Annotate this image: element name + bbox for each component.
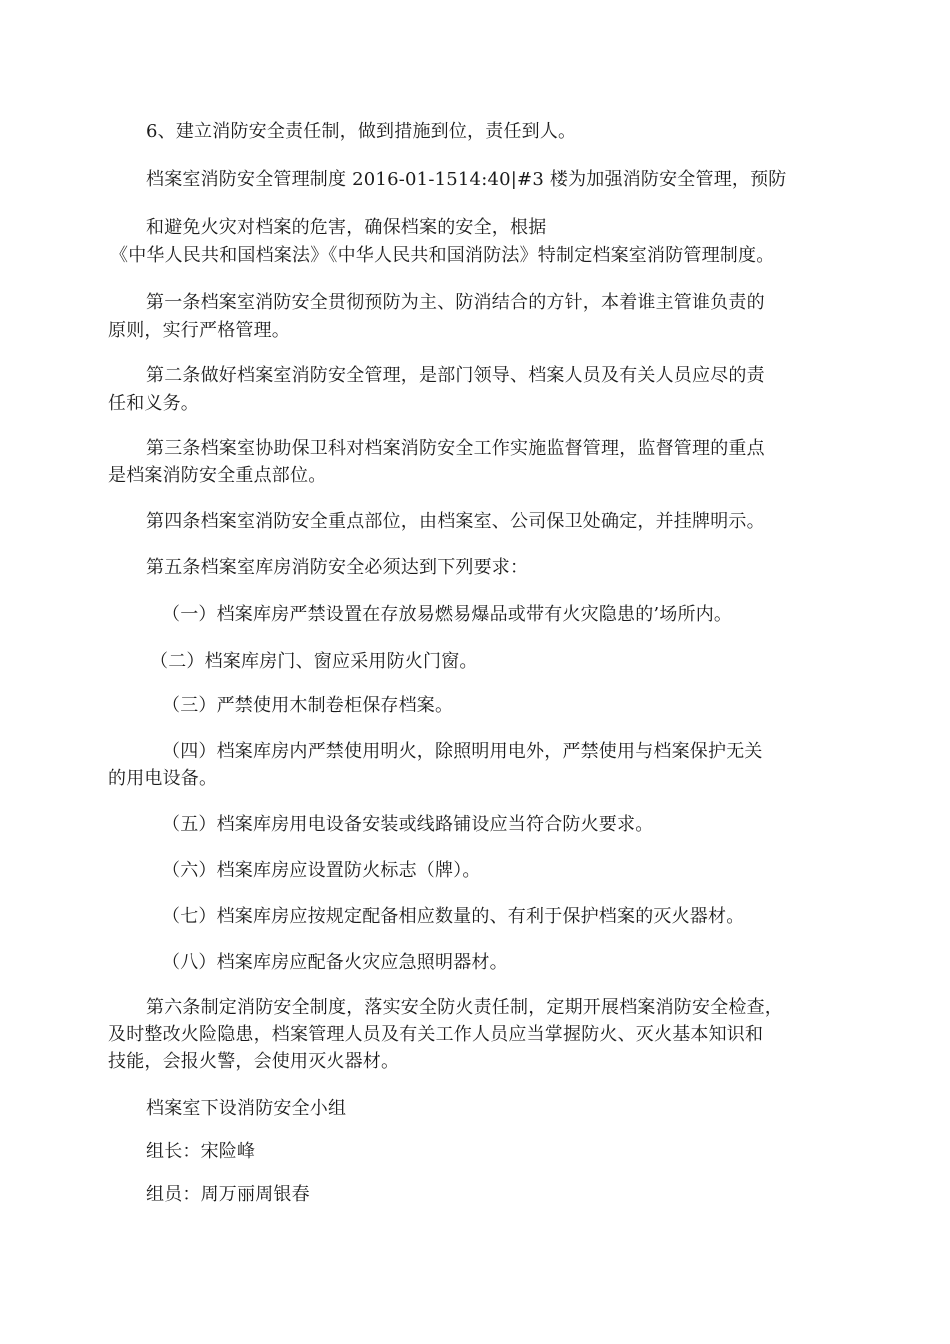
text-line-item-4-cont: 的用电设备。 [108,768,218,789]
text-line-item-3: （三）严禁使用木制卷柜保存档案。 [162,695,454,716]
text-line-item-7: （七）档案库房应按规定配备相应数量的、有利于保护档案的灭火器材。 [162,906,745,927]
text-line-article-6: 第六条制定消防安全制度，落实安全防火责任制，定期开展档案消防安全检查， [146,997,783,1018]
text-line-laws: 《中华人民共和国档案法》《中华人民共和国消防法》特制定档案室消防管理制度。 [110,245,775,266]
text-line-article-6-cont-1: 及时整改火险隐患，档案管理人员及有关工作人员应当掌握防火、灭火基本知识和 [108,1024,764,1045]
text-line-group-heading: 档案室下设消防安全小组 [146,1098,347,1119]
text-line-intro: 和避免火灾对档案的危害，确保档案的安全，根据 [146,217,547,238]
text-line-article-5: 第五条档案室库房消防安全必须达到下列要求： [146,557,529,578]
text-line-item-1: （一）档案库房严禁设置在存放易燃易爆品或带有火灾隐患的’场所内。 [162,604,733,625]
text-line-item-4: （四）档案库房内严禁使用明火，除照明用电外，严禁使用与档案保护无关 [162,741,763,762]
text-line-article-3-cont: 是档案消防安全重点部位。 [108,465,327,486]
text-line-title: 档案室消防安全管理制度 2016-01-1514:40|#3 楼为加强消防安全管理，预防 [146,169,787,190]
text-line-article-4: 第四条档案室消防安全重点部位，由档案室、公司保卫处确定，并挂牌明示。 [146,511,765,532]
text-line-group-leader: 组长：宋险峰 [146,1141,256,1162]
text-line-article-2-cont: 任和义务。 [108,393,199,414]
text-line-item-6: （六）档案库房应设置防火标志（牌）。 [162,860,481,881]
text-line-article-2: 第二条做好档案室消防安全管理，是部门领导、档案人员及有关人员应尽的责 [146,365,765,386]
text-line-item-2: （二）档案库房门、窗应采用防火门窗。 [150,651,478,672]
text-line-item-5: （五）档案库房用电设备安装或线路铺设应当符合防火要求。 [162,814,654,835]
text-line-group-members: 组员：周万丽周银春 [146,1184,310,1205]
text-line-article-1-cont: 原则，实行严格管理。 [108,320,290,341]
text-line-article-6-cont-2: 技能，会报火警，会使用灭火器材。 [108,1051,400,1072]
text-line-article-1: 第一条档案室消防安全贯彻预防为主、防消结合的方针，本着谁主管谁负责的 [146,292,765,313]
text-line-measure-6: 6、建立消防安全责任制，做到措施到位，责任到人。 [146,121,577,142]
text-line-article-3: 第三条档案室协助保卫科对档案消防安全工作实施监督管理，监督管理的重点 [146,438,765,459]
text-line-item-8: （八）档案库房应配备火灾应急照明器材。 [162,952,508,973]
